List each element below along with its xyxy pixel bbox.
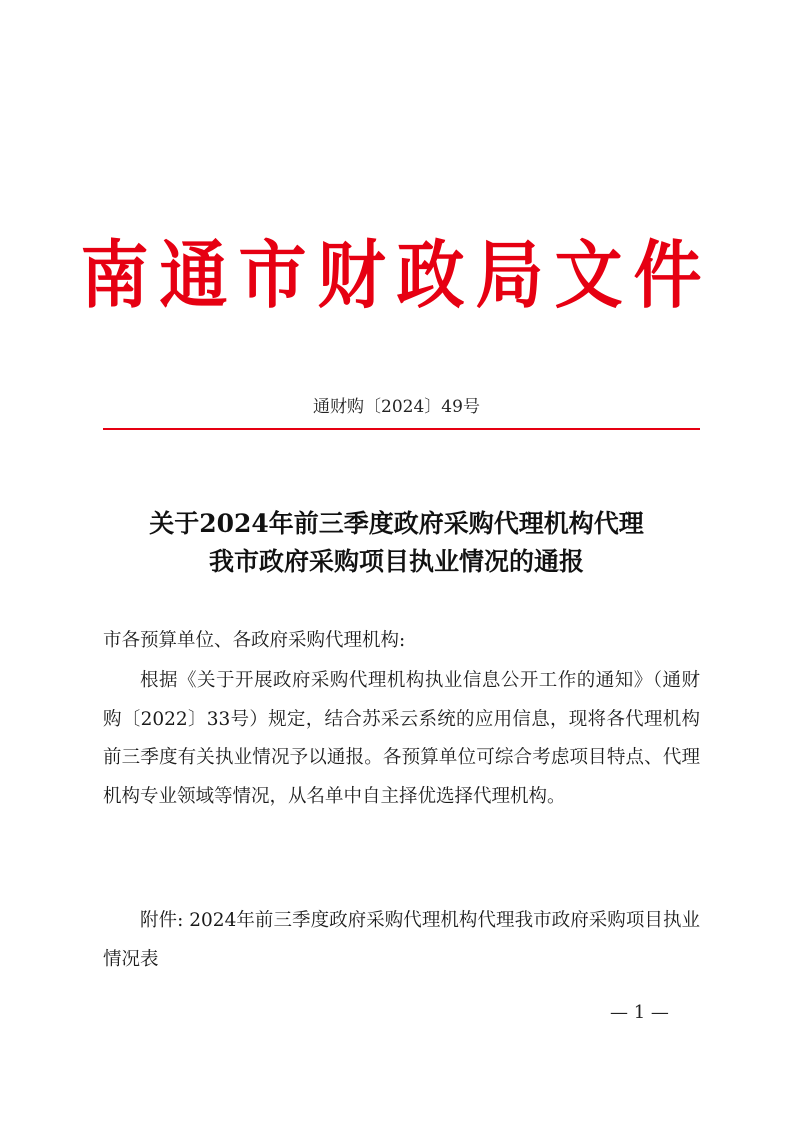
red-divider-line: [103, 428, 700, 430]
title-line-2: 我市政府采购项目执业情况的通报: [208, 547, 584, 576]
salutation: 市各预算单位、各政府采购代理机构:: [103, 630, 406, 651]
document-number: 通财购〔2024〕49号: [313, 397, 480, 417]
attachment-note: 附件: 2024年前三季度政府采购代理机构代理我市政府采购项目执业情况表: [103, 910, 700, 970]
masthead-title: 南通市财政局文件: [80, 233, 713, 319]
body-paragraph: 根据《关于开展政府采购代理机构执业信息公开工作的通知》（通财购〔2022〕33号）规定，结合苏采云系统的应用信息，现将各代理机构前三季度有关执业情况予以通报。各预算单位可综合考虑项目特点、代理机构专业领域等情况，从名单中自主择优选择代理机构。: [103, 670, 700, 807]
document-title: [80, 505, 713, 581]
page-number: — 1 —: [610, 1002, 669, 1023]
title-line-1: 关于2024年前三季度政府采购代理机构代理: [149, 509, 644, 538]
